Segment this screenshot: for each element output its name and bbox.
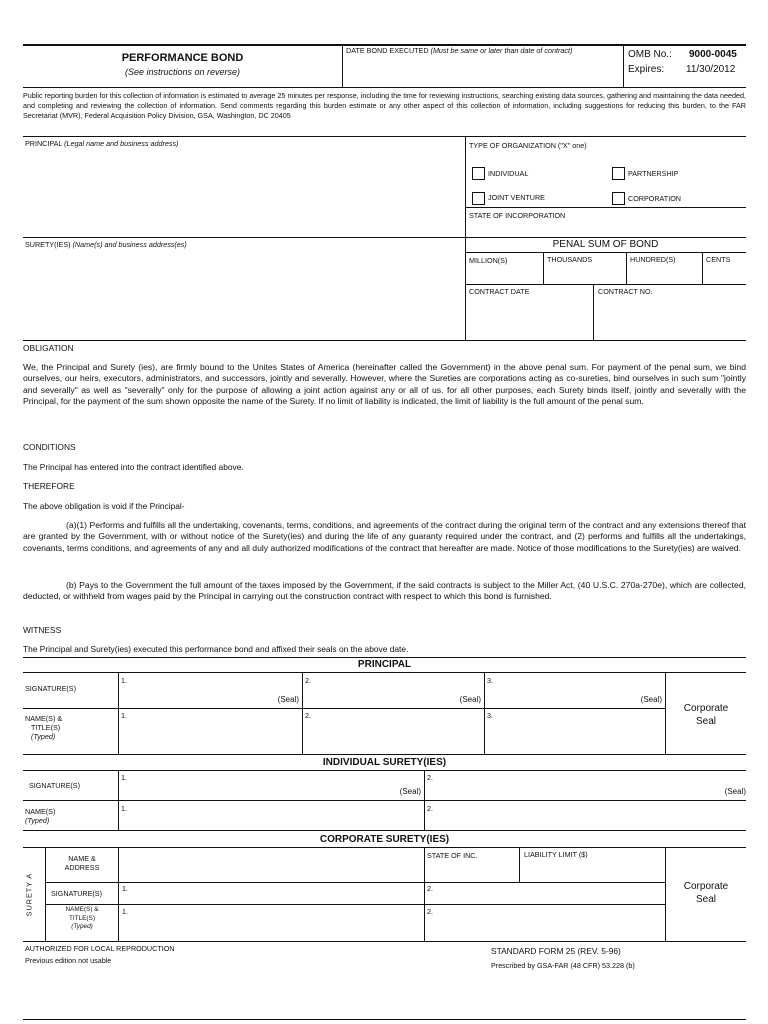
header-divider-2 <box>623 45 624 87</box>
principal-sig-num-1: 1. <box>121 676 127 685</box>
contract-number-field[interactable]: CONTRACT NO. <box>598 287 653 296</box>
page-bottom-line <box>23 1019 746 1020</box>
date-bond-executed-note: (Must be same or later than date of contract) <box>430 46 573 55</box>
corporate-surety-seal-line2: Seal <box>695 894 716 905</box>
surety-top-line <box>23 237 746 238</box>
individual-name-1[interactable] <box>119 801 424 830</box>
corporate-sig-num-1: 1. <box>122 884 128 893</box>
witness-text: The Principal and Surety(ies) executed this performance bond and affixed their seals on the above date. <box>23 644 409 654</box>
principal-name-num-3: 3. <box>487 711 493 720</box>
expires-date: 11/30/2012 <box>686 64 736 75</box>
corporate-name-2[interactable] <box>425 905 665 941</box>
principal-signature-2[interactable] <box>303 673 484 708</box>
obligation-heading: OBLIGATION <box>23 343 74 353</box>
corporate-signatures-label: SIGNATURE(S) <box>51 889 102 898</box>
corporate-name-line: NAME & <box>68 854 96 863</box>
principal-corporate-seal <box>666 702 746 728</box>
millions-field[interactable]: MILLION(S) <box>469 256 508 265</box>
corporate-sig-num-2: 2. <box>427 884 433 893</box>
clause-b-text: (b) Pays to the Government the full amount of the taxes imposed by the Government, if the said contracts is subject to the Miller Act, (40 U.S.C. 270a-270e), which are collected, deducted, or withheld from wages paid by the Principal in carrying out the construction contract with respect to which this bond is furnished. <box>23 580 746 602</box>
state-of-incorporation-field[interactable]: STATE OF INCORPORATION <box>469 211 566 220</box>
header-divider-1 <box>342 45 343 87</box>
clause-a-text: (a)(1) Performs and fulfills all the undertaking, covenants, terms, conditions, and agreements of the contract during the original term of the contract and any extensions thereof that are granted by the Government, with or without notice of the Surety(ies) and during the life of any guaranty required under the contract, and (2) performs and fulfills all the undertakings, covenants, terms conditions, and agreements of any and all duly authorized modifications of the contract that hereafter are made. Notice of those modifications to the Surety(ies) are waived. <box>23 520 746 553</box>
penal-title-line <box>465 252 746 253</box>
principal-corporate-seal-line2: Seal <box>695 716 716 727</box>
corporate-name-1[interactable] <box>119 905 424 941</box>
joint-venture-checkbox[interactable] <box>472 192 485 205</box>
individual-seal-2: (Seal) <box>724 787 746 796</box>
footer-reproduction-note: AUTHORIZED FOR LOCAL REPRODUCTION <box>25 944 175 953</box>
contract-divider <box>593 284 594 340</box>
individual-sig-num-2: 2. <box>427 773 433 782</box>
conditions-text: The Principal has entered into the contract identified above. <box>23 462 244 472</box>
individual-names-line1: NAME(S) <box>25 807 56 816</box>
therefore-text: The above obligation is void if the Principal- <box>23 501 185 511</box>
individual-surety-title: INDIVIDUAL SURETY(IES) <box>322 757 447 768</box>
omb-number: 9000-0045 <box>689 49 737 60</box>
corporate-col-3 <box>519 848 520 882</box>
principal-section-title: PRINCIPAL <box>357 659 412 670</box>
footer-prescribed-by: Prescribed by GSA-FAR (48 CFR) 53.228 (b) <box>491 961 635 970</box>
corporate-typed-note: (Typed) <box>71 923 93 930</box>
principal-field[interactable] <box>25 139 461 235</box>
individual-sig-num-1: 1. <box>121 773 127 782</box>
corporate-name-num-2: 2. <box>427 907 433 916</box>
witness-heading: WITNESS <box>23 625 62 635</box>
principal-signature-1[interactable] <box>119 673 302 708</box>
corporate-name-address-label <box>46 854 118 872</box>
individual-name-2[interactable] <box>425 801 746 830</box>
corporate-signature-1[interactable] <box>119 883 424 904</box>
individual-signature-1[interactable] <box>119 771 424 800</box>
surety-note: (Name(s) and business address(es) <box>72 240 187 249</box>
principal-sig-num-3: 3. <box>487 676 493 685</box>
therefore-heading: THEREFORE <box>23 481 75 491</box>
corporate-surety-seal <box>666 880 746 906</box>
form-subtitle: (See instructions on reverse) <box>124 67 241 77</box>
corporate-address-line: ADDRESS <box>64 863 100 872</box>
surety-a-side-label: SURETY A <box>24 872 34 917</box>
burden-statement: Public reporting burden for this collection of information is estimated to average 25 minutes per response, including the time for reviewing instructions, searching existing data sources, gathering and maintaining the data needed, and completing and reviewing the collection of information. Send comments regarding this burden estimate or any other aspect of this collection of information, including suggestions for reducing this burden, to the FAR Secretariat (MVR), Federal Acquisition Policy Division, GSA, Washington, DC 20405 <box>23 91 746 120</box>
conditions-heading: CONDITIONS <box>23 442 76 452</box>
obligation-text: We, the Principal and Surety (ies), are firmly bound to the Unites States of America (hereinafter called the Government) in the above penal sum. For payment of the penal sum, we bind ourselves, our heirs, executors, administrators, and successors, jointly and severally. However, where the Sureties are corporations acting as co-sureties, bind ourselves in such sum "jointly and severally" as well as "severally" only for the purpose of allowing a joint action against any or all of us. for all other purposes, each Surety binds itself, jointly and severally with the Principal, for the payment of the sum shown opposite the name of the Surety. If no limit of liability is indicated, the limit of liability is the full amount of the penal sum. <box>23 362 746 406</box>
thousands-field[interactable]: THOUSANDS <box>547 255 593 264</box>
principal-seal-2: (Seal) <box>459 695 481 704</box>
corporate-name-num-1: 1. <box>122 907 128 916</box>
principal-name-2[interactable] <box>303 709 484 754</box>
individual-signatures-label: SIGNATURE(S) <box>29 781 80 790</box>
corporate-names-line2: TITLE(S) <box>69 914 95 922</box>
date-bond-executed-label: DATE BOND EXECUTED <box>346 46 429 55</box>
principal-seal-3: (Seal) <box>640 695 662 704</box>
footer-previous-edition: Previous edition not usable <box>25 956 112 965</box>
principal-signatures-label: SIGNATURE(S) <box>25 684 76 693</box>
penal-sum-title: PENAL SUM OF BOND <box>552 239 659 250</box>
individual-name-num-1: 1. <box>121 804 127 813</box>
individual-checkbox[interactable] <box>472 167 485 180</box>
individual-signature-2[interactable] <box>425 771 746 800</box>
principal-names-line2: TITLE(S) <box>31 723 61 732</box>
partnership-label: PARTNERSHIP <box>628 169 679 178</box>
organization-type-label: TYPE OF ORGANIZATION ("X" one) <box>469 141 587 150</box>
corporate-name-address-field[interactable] <box>119 848 424 882</box>
expires-label: Expires: <box>628 64 665 75</box>
corporate-names-line1: NAME(S) & <box>65 906 99 913</box>
individual-typed-note: (Typed) <box>25 816 50 825</box>
principal-name-num-1: 1. <box>121 711 127 720</box>
individual-bottom-line <box>23 830 746 831</box>
corporate-names-label <box>46 906 118 932</box>
principal-label: PRINCIPAL <box>25 139 63 148</box>
corporate-surety-seal-line1: Corporate <box>683 881 729 892</box>
penal-divider-1 <box>543 252 544 284</box>
principal-typed-note: (Typed) <box>31 732 56 741</box>
partnership-checkbox[interactable] <box>612 167 625 180</box>
corporation-checkbox[interactable] <box>612 192 625 205</box>
contract-top-line <box>465 284 746 285</box>
principal-sig-num-2: 2. <box>305 676 311 685</box>
principal-seal-1: (Seal) <box>277 695 299 704</box>
principal-name-num-2: 2. <box>305 711 311 720</box>
individual-label: INDIVIDUAL <box>488 169 529 178</box>
principal-signature-3[interactable] <box>485 673 665 708</box>
principal-sig-bottom-line <box>23 754 746 755</box>
omb-label: OMB No.: <box>628 49 672 60</box>
principal-corporate-seal-line1: Corporate <box>683 703 729 714</box>
surety-field[interactable] <box>25 240 461 336</box>
corporate-surety-title: CORPORATE SURETY(IES) <box>319 834 450 845</box>
cents-field[interactable]: CENTS <box>706 255 731 264</box>
footer-form-number: STANDARD FORM 25 (REV. 5-96) <box>491 946 621 956</box>
individual-names-label <box>25 807 55 825</box>
principal-note: (Legal name and business address) <box>64 139 179 148</box>
corporate-bottom-line <box>23 941 746 942</box>
principal-name-1[interactable] <box>119 709 302 754</box>
corporate-signature-2[interactable] <box>425 883 665 904</box>
corporate-liability-field[interactable]: LIABILITY LIMIT ($) <box>524 850 588 859</box>
header-bottom-line <box>23 87 746 88</box>
form-title: PERFORMANCE BOND <box>121 52 244 64</box>
principal-sig-top-line <box>23 657 746 658</box>
obligation-top-line <box>23 340 746 341</box>
state-top-line <box>465 207 746 208</box>
contract-date-field[interactable]: CONTRACT DATE <box>469 287 530 296</box>
hundreds-field[interactable]: HUNDRED(S) <box>630 255 676 264</box>
corporate-state-field[interactable]: STATE OF INC. <box>427 851 478 860</box>
surety-label: SURETY(IES) <box>25 240 71 249</box>
individual-seal-1: (Seal) <box>399 787 421 796</box>
penal-divider-3 <box>702 252 703 284</box>
principal-top-line <box>23 136 746 137</box>
principal-name-3[interactable] <box>485 709 665 754</box>
penal-divider-2 <box>626 252 627 284</box>
principal-names-line1: NAME(S) & <box>25 714 63 723</box>
individual-name-num-2: 2. <box>427 804 433 813</box>
date-bond-executed-field[interactable] <box>346 46 618 55</box>
corporation-label: CORPORATION <box>628 194 681 203</box>
principal-names-label <box>25 714 115 741</box>
joint-venture-label: JOINT VENTURE <box>488 193 545 202</box>
